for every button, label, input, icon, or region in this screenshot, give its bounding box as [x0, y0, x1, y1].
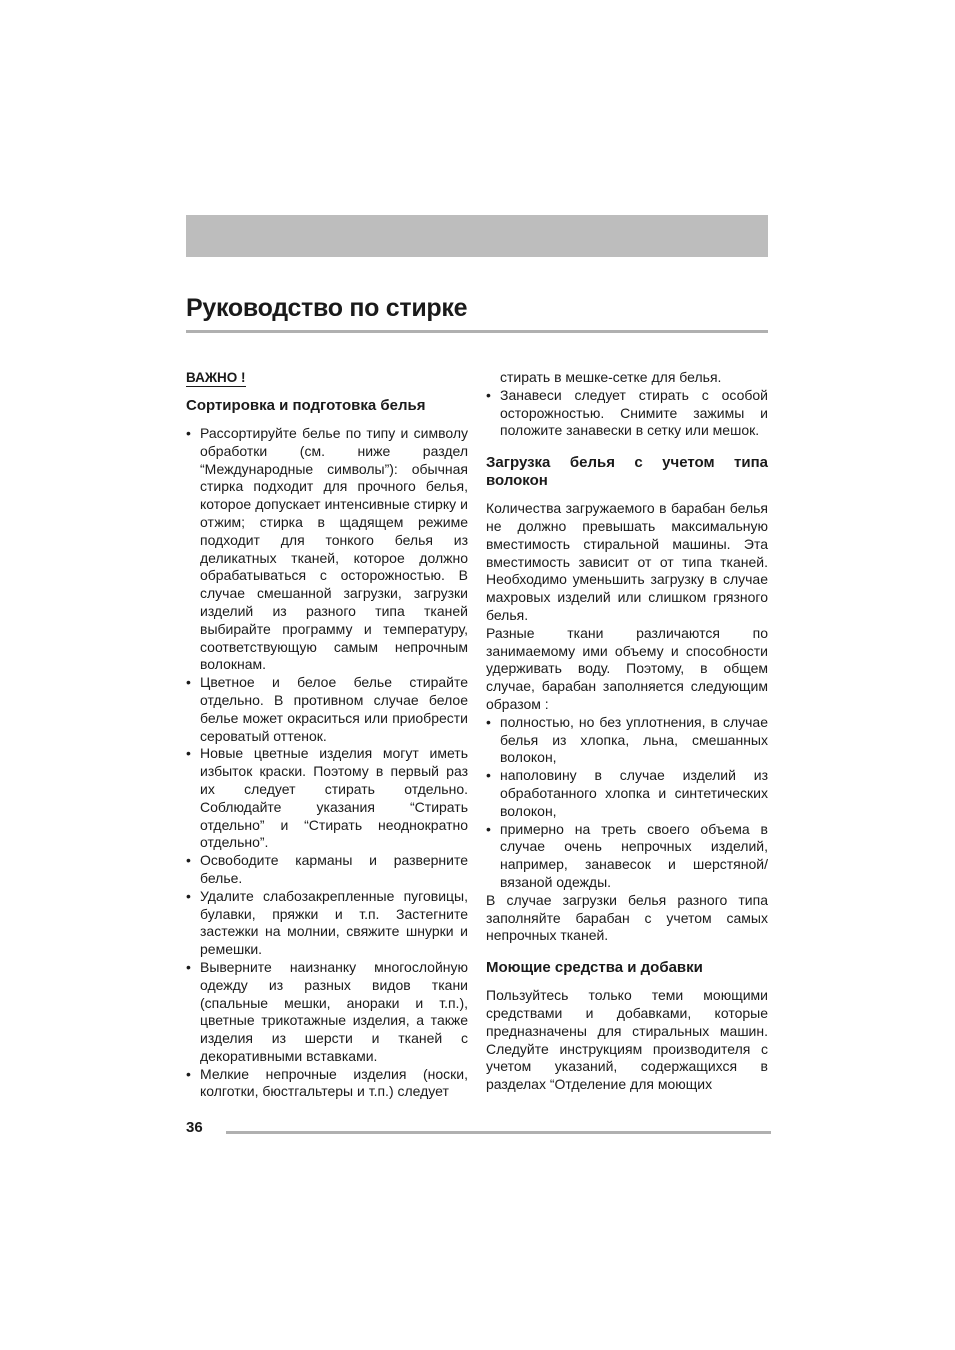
list-item: • Освободите карманы и разверните белье.: [186, 852, 468, 888]
title-divider: [186, 330, 768, 333]
list-item: • наполовину в случае изделий из обработанного хлопка и синтетических волокон,: [486, 767, 768, 820]
section-heading-sorting: Сортировка и подготовка белья: [186, 397, 426, 414]
list-item: • Выверните наизнанку многослойную одежду из разных видов ткани (спальные мешки, анораки и т.п.), цветные трикотажные изделия, а также изделия из шерсти и тканей с декоративными вставками.: [186, 959, 468, 1066]
list-item: • Занавеси следует стирать с особой осторожностью. Снимите зажимы и положите занавески в сетку или мешок.: [486, 387, 768, 440]
list-item: • Новые цветные изделия могут иметь избыток краски. Поэтому в первый раз их следует стирать отдельно. Соблюдайте указания “Стирать отдельно” и “Стирать неоднократно отдельно”.: [186, 745, 468, 852]
right-column: [486, 369, 768, 1094]
left-column: [186, 369, 468, 1101]
curtains-bullet-list: [486, 387, 768, 440]
paragraph: Количества загружаемого в барабан белья не должно превышать максимальную вместимость стиральной машины. Эта вместимость зависит от от типа тканей. Необходимо уменьшить загрузку в случае махровых изделий или слишком грязного белья.: [486, 500, 768, 623]
sorting-bullet-list: [186, 425, 468, 1101]
important-label: ВАЖНО !: [186, 370, 246, 385]
page-title: Руководство по стирке: [186, 294, 468, 322]
list-item: • примерно на треть своего объема в случае очень непрочных изделий, например, занавесок и шерстяной/ вязаной одежды.: [486, 821, 768, 892]
section-heading-detergents: Моющие средства и добавки: [486, 959, 703, 977]
footer-divider: [226, 1131, 771, 1134]
list-item: • полностью, но без уплотнения, в случае белья из хлопка, льна, смешанных волокон,: [486, 714, 768, 767]
section-heading-loading: Загрузка белья с учетом типа волокон: [486, 454, 768, 490]
list-item-continuation: стирать в мешке-сетке для белья.: [500, 369, 722, 385]
list-item: • Удалите слабозакрепленные пуговицы, булавки, пряжки и т.п. Застегните застежки на молнии, свяжите шнурки и ремешки.: [186, 888, 468, 959]
header-band: [186, 215, 768, 257]
list-item: • Цветное и белое белье стирайте отдельно. В противном случае белое белье может окраситься или приобрести сероватый оттенок.: [186, 674, 468, 745]
loading-bullet-list: [486, 714, 768, 892]
list-item: • Мелкие непрочные изделия (носки, колготки, бюстгальтеры и т.п.) следует: [186, 1066, 468, 1102]
list-item: • Рассортируйте белье по типу и символу обработки (см. ниже раздел “Международные символы”): обычная стирка подходит для прочного белья, которое допускает интенсивные стирку и отжим; стирка в щадящем режиме подходит для тонкого белья из деликатных тканей, которое должно обрабатываться с осторожностью. В случае смешанной загрузки, загрузки изделий из разного типа тканей выбирайте программу и температуру, соответствующую самым непрочным волокнам.: [186, 425, 468, 674]
page-number: 36: [186, 1119, 203, 1136]
paragraph: Пользуйтесь только теми моющими средствами и добавками, которые предназначены для стиральных машин. Следуйте инструкциям производителя с учетом указаний, содержащихся в разделах “Отделение для моющих: [486, 987, 768, 1093]
paragraph: В случае загрузки белья разного типа заполняйте барабан с учетом самых непрочных тканей.: [486, 891, 768, 944]
paragraph: Разные ткани различаются по занимаемому ими объему и способности удерживать воду. Поэтому, в общем случае, барабан заполняется следующим образом :: [486, 624, 768, 712]
